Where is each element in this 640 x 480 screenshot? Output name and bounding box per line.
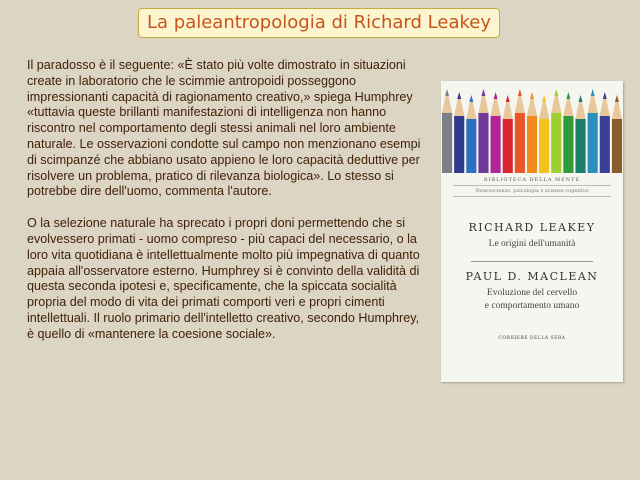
- pencil: [454, 92, 464, 173]
- body-text: [27, 58, 422, 343]
- divider: [453, 196, 611, 197]
- paragraph-2: O la selezione naturale ha sprecato i propri doni permettendo che si evolvessero primati - uomo compreso - più capaci del necessario, o la loro vita quotidiana è intellettualmente molto più impegnativa di quanto appaia all'osservatore esterno. Humphrey si è convinto della validità di questa seconda ipotesi e, specificamente, che la spiccata socialità propria del modo di vita dei primati comporti veri e propri cimenti intellettuali. Il ruolo primario dell'intelletto creativo, secondo Humphrey, è quello di «mantenere la coesione sociale».: [27, 216, 420, 341]
- divider: [471, 261, 593, 262]
- pencil: [478, 89, 488, 173]
- pencil: [563, 92, 573, 173]
- slide-title-text: La paleantropologia di Richard Leakey: [146, 12, 491, 33]
- pencil: [515, 89, 525, 173]
- pencil: [551, 89, 561, 173]
- book-title-2-line-1: Evoluzione del cervello: [486, 288, 578, 298]
- pencil: [442, 89, 452, 173]
- book-author-1: RICHARD LEAKEY: [468, 221, 596, 234]
- pencil: [466, 95, 476, 173]
- pencil: [600, 92, 610, 173]
- pencil: [575, 95, 585, 173]
- book-title-1: Le origini dell'umanità: [488, 239, 576, 249]
- paragraph-1: Il paradosso è il seguente: «È stato più volte dimostrato in situazioni create in laboratorio che le scimmie antropoidi posseggono impressionanti capacità di ragionamento creativo,» spiega Humphrey «tuttavia queste brillanti manifestazioni di intelligenza non hanno riscontro nel comportamento degli stessi animali nel loro ambiente naturale. Le osservazioni condotte sul campo non menzionano esempi di scimpanzé che abbiano usato appieno le loro capacità deduttive per risolvere un problema, pratico di rilevanza biologica». Lo stesso si potrebbe dire dell'uomo, commenta l'autore.: [27, 58, 421, 199]
- divider: [453, 185, 611, 186]
- pencil: [539, 95, 549, 173]
- book-publisher: CORRIERE DELLA SERA: [498, 336, 566, 341]
- pencil: [491, 92, 501, 173]
- pencil: [588, 89, 598, 173]
- book-title-2: [441, 287, 623, 313]
- pencil: [503, 95, 513, 173]
- colored-pencils-illustration: [441, 81, 623, 173]
- book-series-subtitle: Neuroscienze, psicologia e scienze cognitive: [475, 188, 589, 194]
- pencil: [612, 95, 622, 173]
- pencil: [527, 92, 537, 173]
- book-cover-image: [441, 81, 623, 382]
- slide-title: [138, 8, 500, 38]
- book-series: BIBLIOTECA DELLA MENTE: [483, 177, 581, 183]
- book-title-2-line-2: e comportamento umano: [484, 301, 580, 311]
- book-author-2: PAUL D. MACLEAN: [465, 270, 599, 283]
